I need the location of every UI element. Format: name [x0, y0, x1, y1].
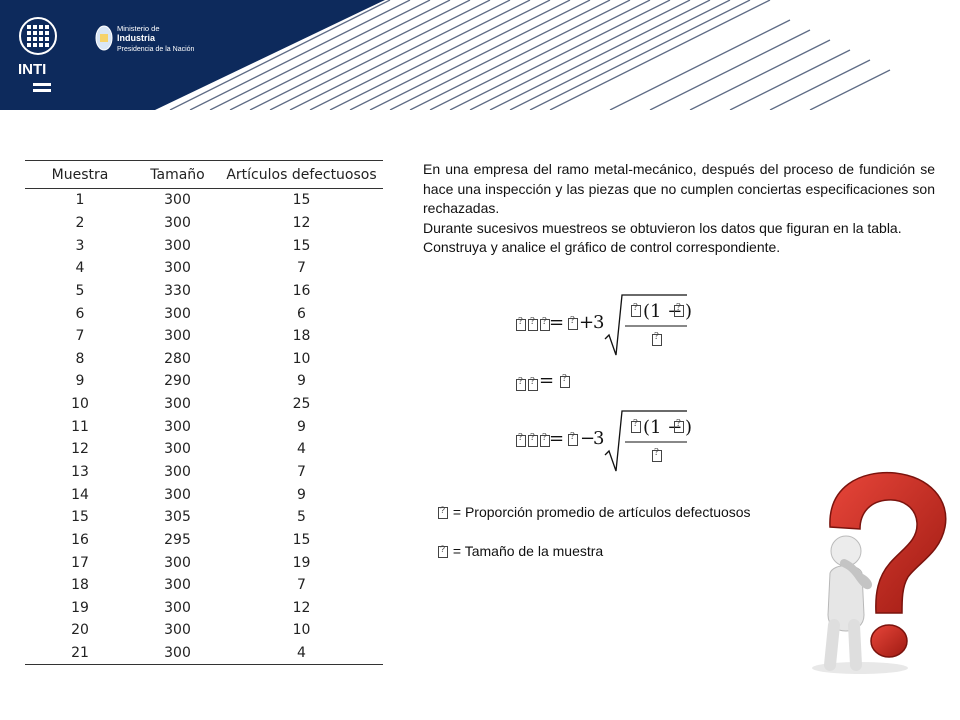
equals-sign: =	[549, 428, 565, 449]
minus-sign: −	[580, 428, 596, 449]
cell-defectuosos: 15	[292, 192, 311, 209]
ministry-line1: Ministerio de	[117, 24, 160, 33]
plus-sign: +	[579, 312, 595, 333]
cell-tamano: 300	[164, 328, 191, 345]
cell-defectuosos: 12	[292, 214, 311, 231]
table-row	[25, 506, 383, 529]
header-defectuosos: Artículos defectuosos	[226, 166, 377, 183]
cell-muestra: 10	[71, 396, 89, 413]
table-row	[25, 393, 383, 416]
problem-statement	[423, 160, 935, 258]
cell-defectuosos: 9	[297, 418, 306, 435]
table-row	[25, 642, 383, 666]
cell-defectuosos: 12	[292, 599, 311, 616]
formula-lcl	[515, 405, 695, 470]
data-table	[25, 160, 383, 665]
cell-muestra: 17	[71, 554, 89, 571]
cell-muestra: 2	[75, 214, 85, 231]
placeholder-glyph-icon	[631, 421, 641, 433]
table-row	[25, 551, 383, 574]
cell-defectuosos: 15	[292, 531, 311, 548]
table-row	[25, 325, 383, 348]
cell-tamano: 300	[164, 464, 191, 480]
cell-defectuosos: 4	[297, 441, 306, 458]
placeholder-glyph-icon	[674, 421, 684, 433]
ministry-line2: Industria	[117, 33, 156, 43]
placeholder-glyph-icon	[631, 305, 641, 317]
cell-tamano: 300	[164, 396, 191, 413]
cell-muestra: 19	[71, 599, 89, 616]
placeholder-glyph-icon	[438, 507, 448, 519]
table-row	[25, 234, 383, 257]
table-row	[25, 212, 383, 235]
table-row	[25, 370, 383, 393]
table-row	[25, 597, 383, 620]
cell-defectuosos: 10	[292, 350, 311, 367]
cell-muestra: 18	[71, 577, 89, 594]
header-banner	[0, 0, 960, 110]
one-minus-text: (1 −	[643, 417, 683, 438]
cell-muestra: 4	[75, 260, 85, 277]
table-row	[25, 189, 383, 212]
cell-tamano: 290	[164, 373, 191, 390]
cell-tamano: 295	[164, 531, 191, 548]
formula-cl	[515, 370, 595, 392]
cell-tamano: 330	[164, 282, 191, 299]
legend-p-text: = Proporción promedio de artículos defectuosos	[452, 504, 751, 520]
cell-defectuosos: 7	[297, 464, 306, 480]
header-tamano: Tamaño	[150, 166, 205, 183]
placeholder-glyph-icon	[516, 435, 526, 447]
table-row	[25, 347, 383, 370]
cell-muestra: 3	[75, 237, 85, 254]
placeholder-glyph-icon	[516, 319, 526, 331]
table-row	[25, 257, 383, 280]
cell-tamano: 300	[164, 192, 191, 209]
close-paren: )	[685, 301, 693, 322]
placeholder-glyph-icon	[560, 376, 570, 388]
cell-defectuosos: 25	[292, 396, 311, 413]
table-row	[25, 438, 383, 461]
cell-muestra: 21	[71, 645, 89, 662]
cell-tamano: 300	[164, 645, 191, 662]
cell-muestra: 1	[75, 192, 85, 209]
problem-paragraph-1: En una empresa del ramo metal-mecánico, después del proceso de fundición se hace una inspección y las piezas que no cumplen conciertas especificaciones son rechazadas.	[423, 161, 935, 216]
cell-muestra: 20	[71, 622, 89, 639]
cell-muestra: 9	[75, 373, 85, 390]
cell-muestra: 13	[71, 464, 89, 480]
placeholder-glyph-icon	[528, 435, 538, 447]
legend-p	[437, 504, 751, 520]
cell-defectuosos: 4	[297, 645, 306, 662]
cell-defectuosos: 6	[297, 305, 306, 322]
cell-tamano: 300	[164, 237, 191, 254]
header-muestra: Muestra	[51, 166, 109, 183]
equals-sign: =	[539, 370, 555, 391]
cell-tamano: 305	[164, 509, 191, 526]
inti-label: INTI	[18, 61, 47, 78]
placeholder-glyph-icon	[652, 450, 662, 462]
placeholder-glyph-icon	[568, 318, 578, 330]
cell-defectuosos: 9	[297, 486, 306, 503]
legend-n-text: = Tamaño de la muestra	[452, 543, 604, 559]
table-row	[25, 483, 383, 506]
cell-defectuosos: 9	[297, 373, 306, 390]
cell-muestra: 5	[75, 282, 85, 299]
placeholder-glyph-icon	[516, 379, 526, 391]
cell-muestra: 15	[71, 509, 89, 526]
cell-tamano: 300	[164, 554, 191, 571]
table-row	[25, 574, 383, 597]
cell-tamano: 300	[164, 441, 191, 458]
cell-muestra: 12	[71, 441, 89, 458]
placeholder-glyph-icon	[652, 334, 662, 346]
problem-paragraph-2: Durante sucesivos muestreos se obtuvieron los datos que figuran en la tabla.	[423, 219, 902, 236]
placeholder-glyph-icon	[568, 434, 578, 446]
cell-defectuosos: 15	[292, 237, 311, 254]
cell-defectuosos: 7	[297, 577, 306, 594]
one-minus-text: (1 −	[643, 301, 683, 322]
cell-tamano: 300	[164, 599, 191, 616]
table-row	[25, 619, 383, 642]
cell-tamano: 300	[164, 418, 191, 435]
cell-defectuosos: 10	[292, 622, 311, 639]
cell-tamano: 300	[164, 305, 191, 322]
placeholder-glyph-icon	[438, 546, 448, 558]
cell-defectuosos: 19	[292, 554, 311, 571]
placeholder-glyph-icon	[674, 305, 684, 317]
close-paren: )	[685, 417, 693, 438]
cell-muestra: 16	[71, 531, 89, 548]
cell-defectuosos: 5	[297, 509, 306, 526]
cell-tamano: 300	[164, 577, 191, 594]
cell-muestra: 8	[75, 350, 85, 367]
cell-defectuosos: 7	[297, 260, 306, 277]
cell-muestra: 7	[75, 328, 85, 345]
equals-sign: =	[549, 312, 565, 333]
table-row	[25, 280, 383, 303]
problem-paragraph-3: Construya y analice el gráfico de control correspondiente.	[423, 239, 781, 255]
thinking-figure-question-mark-icon	[790, 465, 955, 685]
cell-muestra: 11	[71, 418, 89, 435]
three-constant: 3	[593, 428, 605, 449]
cell-tamano: 300	[164, 260, 191, 277]
formula-ucl	[515, 293, 695, 358]
cell-tamano: 300	[164, 214, 191, 231]
legend-n	[437, 543, 603, 559]
cell-tamano: 300	[164, 622, 191, 639]
ministry-line3: Presidencia de la Nación	[117, 46, 195, 53]
table-row	[25, 461, 383, 484]
cell-defectuosos: 16	[292, 282, 311, 299]
placeholder-glyph-icon	[528, 319, 538, 331]
placeholder-glyph-icon	[528, 379, 538, 391]
cell-defectuosos: 18	[292, 328, 311, 345]
table-row	[25, 529, 383, 552]
cell-muestra: 6	[75, 305, 85, 322]
three-constant: 3	[593, 312, 605, 333]
table-row	[25, 302, 383, 325]
table-row	[25, 415, 383, 438]
table-header	[25, 160, 383, 189]
cell-tamano: 280	[164, 350, 191, 367]
cell-muestra: 14	[71, 486, 89, 503]
cell-tamano: 300	[164, 486, 191, 503]
